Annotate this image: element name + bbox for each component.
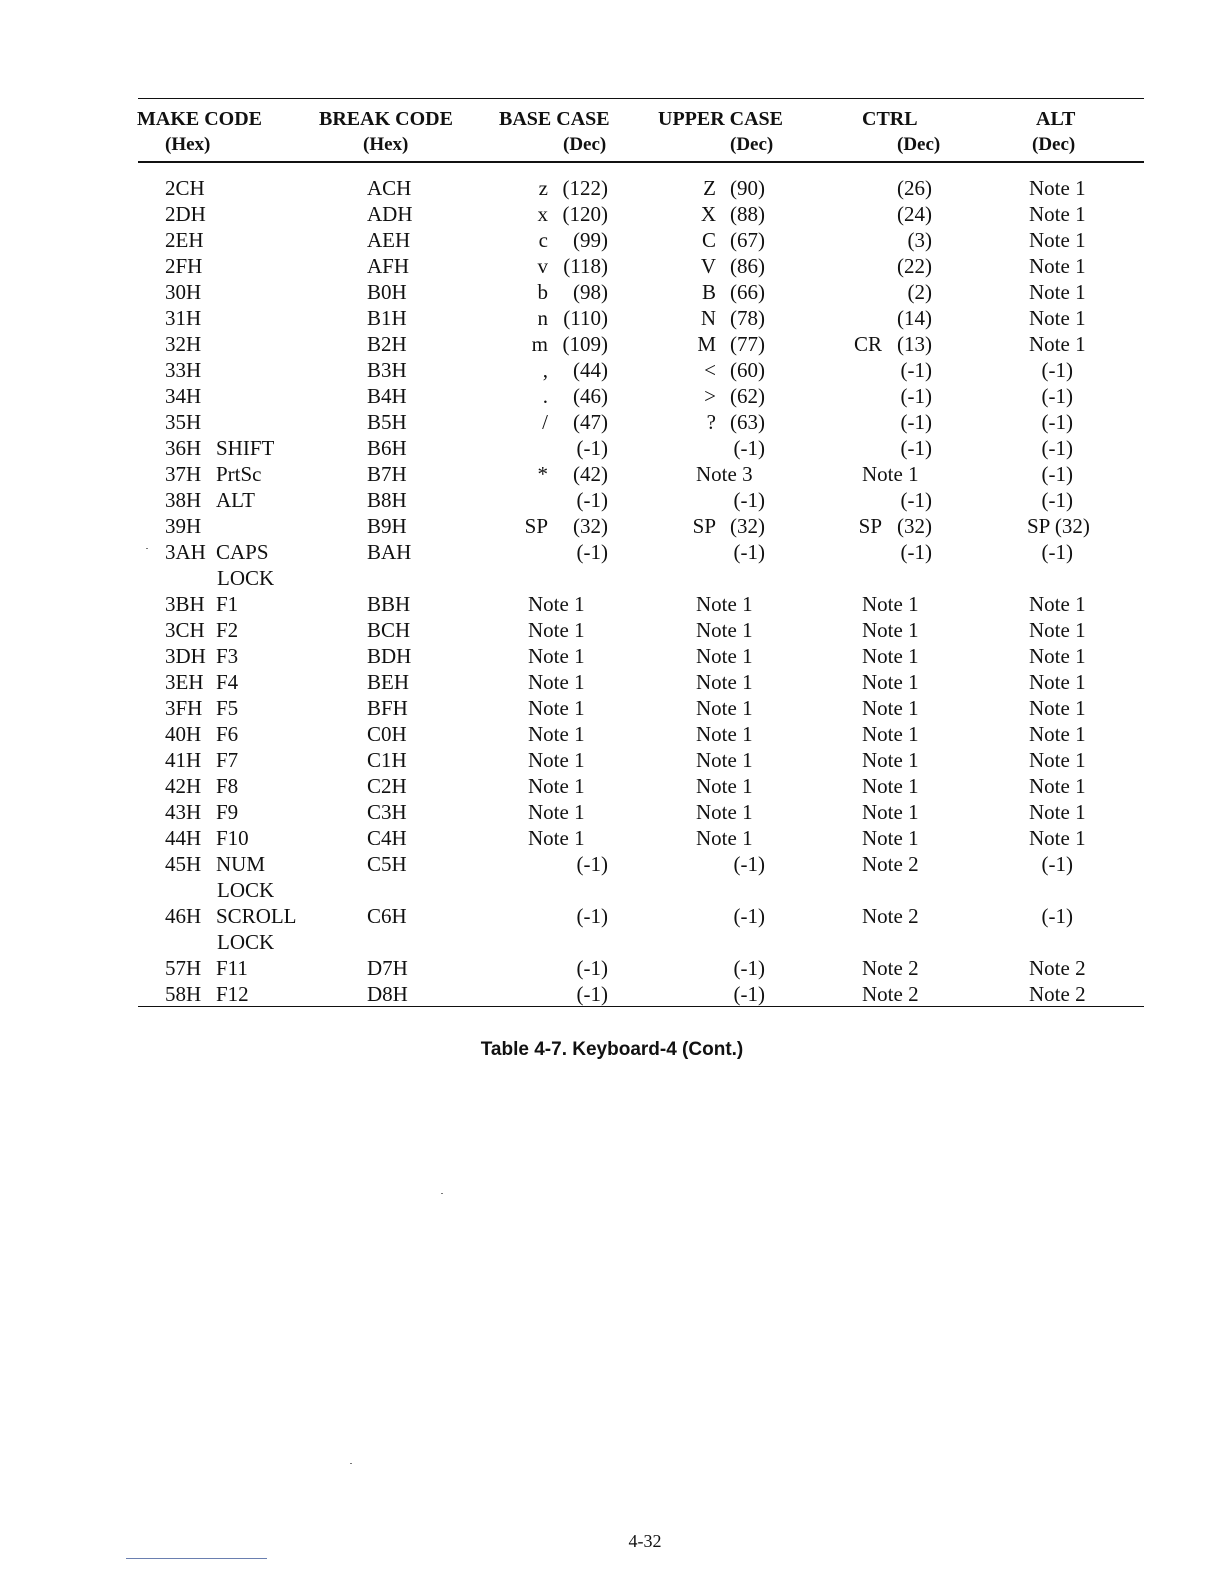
alt-cell: Note 1 — [1029, 202, 1086, 226]
base-case-cell: Note 1 — [528, 670, 585, 694]
ctrl-cell: (14) — [897, 306, 932, 330]
key-name-cell: SHIFT — [216, 436, 275, 460]
base-case-cell: Note 1 — [528, 644, 585, 668]
ctrl-cell: Note 1 — [862, 644, 919, 668]
ctrl-cell: Note 1 — [862, 774, 919, 798]
alt-cell: Note 1 — [1029, 176, 1086, 200]
header-break-code: BREAK CODE — [319, 108, 453, 130]
break-code-cell: B9H — [367, 514, 407, 538]
make-code-cell: 30H — [165, 280, 202, 304]
make-code-cell: 3BH — [165, 592, 205, 616]
key-name-cell: F7 — [216, 748, 239, 772]
upper-case-cell: Note 1 — [696, 592, 753, 616]
make-code-cell: 42H — [165, 774, 202, 798]
alt-cell: Note 1 — [1029, 592, 1086, 616]
ctrl-cell: Note 2 — [862, 982, 919, 1006]
make-code-cell: 37H — [165, 462, 202, 486]
break-code-cell: C4H — [367, 826, 407, 850]
ctrl-cell: (-1) — [900, 358, 932, 382]
key-name-cell: CAPS — [216, 540, 269, 564]
break-code-cell: BAH — [367, 540, 412, 564]
key-name-cell: F2 — [216, 618, 239, 642]
base-case-cell: (42) — [573, 462, 608, 486]
upper-case-char: X — [700, 202, 716, 226]
header-ctrl: CTRL — [862, 108, 918, 130]
alt-cell: (-1) — [1041, 436, 1073, 460]
break-code-cell: B5H — [367, 410, 407, 434]
break-code-cell: C1H — [367, 748, 407, 772]
alt-cell: Note 1 — [1029, 800, 1086, 824]
upper-case-cell: (78) — [730, 306, 765, 330]
ctrl-cell: Note 1 — [862, 670, 919, 694]
upper-case-cell: (-1) — [733, 540, 765, 564]
base-case-cell: (120) — [562, 202, 608, 226]
alt-cell: Note 2 — [1029, 956, 1086, 980]
alt-cell: (-1) — [1041, 358, 1073, 382]
upper-case-char: V — [700, 254, 716, 278]
ctrl-cell: (13) — [897, 332, 932, 356]
alt-cell: (-1) — [1041, 852, 1073, 876]
alt-cell: Note 1 — [1029, 748, 1086, 772]
upper-case-cell: Note 1 — [696, 644, 753, 668]
break-code-cell: BDH — [367, 644, 412, 668]
make-code-cell: 3AH — [165, 540, 206, 564]
base-case-char: , — [542, 358, 548, 382]
ctrl-cell: Note 1 — [862, 748, 919, 772]
break-code-cell: B0H — [367, 280, 407, 304]
table-top-rule — [138, 98, 1144, 99]
key-name-cell: LOCK — [217, 878, 275, 902]
upper-case-char: < — [704, 358, 716, 382]
ctrl-cell: Note 1 — [862, 826, 919, 850]
base-case-cell: (118) — [563, 254, 608, 278]
alt-cell: (-1) — [1041, 904, 1073, 928]
base-case-char: v — [537, 254, 548, 278]
make-code-cell: 32H — [165, 332, 202, 356]
base-case-char: x — [537, 202, 548, 226]
base-case-cell: (110) — [563, 306, 608, 330]
scan-speck — [350, 1463, 352, 1464]
upper-case-cell: (63) — [730, 410, 765, 434]
base-case-cell: (109) — [562, 332, 608, 356]
make-code-cell: 45H — [165, 852, 202, 876]
upper-case-cell: Note 1 — [696, 696, 753, 720]
ctrl-cell: (-1) — [900, 384, 932, 408]
make-code-cell: 40H — [165, 722, 202, 746]
base-case-char: z — [538, 176, 548, 200]
table-caption: Table 4-7. Keyboard-4 (Cont.) — [480, 1039, 744, 1060]
base-case-cell: (-1) — [576, 982, 608, 1006]
make-code-cell: 3DH — [165, 644, 206, 668]
key-name-cell: F12 — [216, 982, 249, 1006]
base-case-cell: (-1) — [576, 956, 608, 980]
key-name-cell: F9 — [216, 800, 239, 824]
key-name-cell: LOCK — [217, 566, 275, 590]
upper-case-char: C — [701, 228, 716, 252]
break-code-cell: D7H — [367, 956, 408, 980]
make-code-cell: 3EH — [165, 670, 204, 694]
upper-case-char: Z — [703, 176, 716, 200]
break-code-cell: B6H — [367, 436, 407, 460]
break-code-cell: ADH — [367, 202, 413, 226]
break-code-cell: B2H — [367, 332, 407, 356]
make-code-cell: 39H — [165, 514, 202, 538]
make-code-cell: 2EH — [165, 228, 204, 252]
base-case-cell: Note 1 — [528, 748, 585, 772]
table-bottom-rule — [138, 1006, 1144, 1007]
alt-cell: (-1) — [1041, 384, 1073, 408]
ctrl-cell: (2) — [907, 280, 932, 304]
make-code-cell: 58H — [165, 982, 202, 1006]
base-case-cell: Note 1 — [528, 722, 585, 746]
header-ctrl-unit: (Dec) — [897, 134, 941, 155]
ctrl-cell: Note 1 — [862, 800, 919, 824]
key-name-cell: F3 — [216, 644, 239, 668]
break-code-cell: BCH — [367, 618, 411, 642]
break-code-cell: ACH — [367, 176, 412, 200]
upper-case-cell: Note 3 — [696, 462, 753, 486]
ctrl-cell: (3) — [907, 228, 932, 252]
header-divider-rule — [138, 161, 1144, 163]
make-code-cell: 41H — [165, 748, 202, 772]
header-base-case: BASE CASE — [499, 108, 610, 130]
ctrl-cell: (26) — [897, 176, 932, 200]
header-upper-case: UPPER CASE — [658, 108, 784, 130]
key-name-cell: F10 — [216, 826, 249, 850]
ctrl-cell: Note 1 — [862, 592, 919, 616]
break-code-cell: C2H — [367, 774, 407, 798]
alt-cell: Note 1 — [1029, 306, 1086, 330]
ctrl-cell: Note 1 — [862, 618, 919, 642]
base-case-cell: (-1) — [576, 852, 608, 876]
break-code-cell: C3H — [367, 800, 407, 824]
page-number: 4-32 — [628, 1531, 662, 1551]
header-alt: ALT — [1036, 108, 1076, 130]
header-base-case-unit: (Dec) — [563, 134, 607, 155]
ctrl-cell: Note 1 — [862, 696, 919, 720]
base-case-cell: (-1) — [576, 904, 608, 928]
alt-cell: (-1) — [1041, 462, 1073, 486]
make-code-cell: 33H — [165, 358, 202, 382]
break-code-cell: C5H — [367, 852, 407, 876]
base-case-cell: Note 1 — [528, 826, 585, 850]
alt-cell: (-1) — [1041, 410, 1073, 434]
base-case-char: b — [537, 280, 548, 304]
scan-speck — [146, 548, 148, 549]
make-code-cell: 35H — [165, 410, 202, 434]
break-code-cell: C0H — [367, 722, 407, 746]
make-code-cell: 2DH — [165, 202, 206, 226]
key-name-cell: F5 — [216, 696, 239, 720]
ctrl-char: CR — [853, 332, 882, 356]
break-code-cell: AEH — [367, 228, 411, 252]
break-code-cell: B8H — [367, 488, 407, 512]
header-make-code-unit: (Hex) — [165, 134, 211, 155]
upper-case-cell: (60) — [730, 358, 765, 382]
upper-case-cell: (77) — [730, 332, 765, 356]
make-code-cell: 57H — [165, 956, 202, 980]
base-case-cell: (44) — [573, 358, 608, 382]
upper-case-cell: (32) — [730, 514, 765, 538]
make-code-cell: 36H — [165, 436, 202, 460]
base-case-cell: Note 1 — [528, 774, 585, 798]
ctrl-cell: Note 2 — [862, 904, 919, 928]
alt-cell: Note 1 — [1029, 696, 1086, 720]
base-case-char: c — [538, 228, 548, 252]
upper-case-cell: (90) — [730, 176, 765, 200]
header-make-code: MAKE CODE — [137, 108, 262, 130]
alt-cell: Note 1 — [1029, 228, 1086, 252]
upper-case-cell: Note 1 — [696, 826, 753, 850]
ctrl-cell: Note 1 — [862, 462, 919, 486]
base-case-cell: (99) — [573, 228, 608, 252]
alt-cell: SP (32) — [1027, 514, 1090, 538]
break-code-cell: B3H — [367, 358, 407, 382]
alt-cell: Note 1 — [1029, 254, 1086, 278]
alt-cell: Note 2 — [1029, 982, 1086, 1006]
upper-case-cell: (66) — [730, 280, 765, 304]
break-code-cell: C6H — [367, 904, 407, 928]
upper-case-cell: Note 1 — [696, 618, 753, 642]
base-case-cell: Note 1 — [528, 696, 585, 720]
alt-cell: Note 1 — [1029, 670, 1086, 694]
upper-case-cell: (-1) — [733, 982, 765, 1006]
key-name-cell: F6 — [216, 722, 239, 746]
key-name-cell: LOCK — [217, 930, 275, 954]
break-code-cell: BFH — [367, 696, 408, 720]
upper-case-cell: (88) — [730, 202, 765, 226]
key-name-cell: PrtSc — [216, 462, 262, 486]
base-case-char: . — [542, 384, 548, 408]
key-name-cell: SCROLL — [216, 904, 297, 928]
base-case-cell: (-1) — [576, 436, 608, 460]
header-alt-unit: (Dec) — [1032, 134, 1076, 155]
upper-case-char: B — [701, 280, 716, 304]
break-code-cell: BEH — [367, 670, 409, 694]
make-code-cell: 43H — [165, 800, 202, 824]
upper-case-cell: Note 1 — [696, 748, 753, 772]
base-case-cell: (122) — [562, 176, 608, 200]
upper-case-cell: (86) — [730, 254, 765, 278]
base-case-cell: (46) — [573, 384, 608, 408]
key-name-cell: F4 — [216, 670, 239, 694]
header-break-code-unit: (Hex) — [363, 134, 409, 155]
key-name-cell: NUM — [216, 852, 266, 876]
upper-case-cell: (-1) — [733, 904, 765, 928]
break-code-cell: B7H — [367, 462, 407, 486]
base-case-cell: (-1) — [576, 540, 608, 564]
ctrl-char: SP — [858, 514, 882, 538]
alt-cell: Note 1 — [1029, 280, 1086, 304]
upper-case-cell: (-1) — [733, 436, 765, 460]
upper-case-cell: (-1) — [733, 488, 765, 512]
upper-case-char: SP — [692, 514, 716, 538]
upper-case-char: > — [704, 384, 716, 408]
alt-cell: Note 1 — [1029, 644, 1086, 668]
ctrl-cell: Note 1 — [862, 722, 919, 746]
key-name-cell: F8 — [216, 774, 239, 798]
key-name-cell: F1 — [216, 592, 239, 616]
make-code-cell: 2FH — [165, 254, 203, 278]
make-code-cell: 46H — [165, 904, 202, 928]
break-code-cell: B4H — [367, 384, 407, 408]
key-name-cell: F11 — [216, 956, 248, 980]
ctrl-cell: (24) — [897, 202, 932, 226]
make-code-cell: 44H — [165, 826, 202, 850]
upper-case-cell: Note 1 — [696, 670, 753, 694]
base-case-cell: Note 1 — [528, 618, 585, 642]
header-upper-case-unit: (Dec) — [730, 134, 774, 155]
key-name-cell: ALT — [216, 488, 255, 512]
upper-case-char: M — [697, 332, 716, 356]
make-code-cell: 38H — [165, 488, 202, 512]
ctrl-cell: (32) — [897, 514, 932, 538]
make-code-cell: 31H — [165, 306, 202, 330]
break-code-cell: D8H — [367, 982, 408, 1006]
alt-cell: Note 1 — [1029, 722, 1086, 746]
base-case-char: n — [537, 306, 548, 330]
break-code-cell: B1H — [367, 306, 407, 330]
make-code-cell: 3FH — [165, 696, 203, 720]
break-code-cell: AFH — [367, 254, 410, 278]
upper-case-char: N — [700, 306, 716, 330]
upper-case-cell: Note 1 — [696, 800, 753, 824]
upper-case-cell: (-1) — [733, 852, 765, 876]
ctrl-cell: (-1) — [900, 488, 932, 512]
base-case-char: / — [542, 410, 548, 434]
upper-case-cell: (62) — [730, 384, 765, 408]
upper-case-cell: Note 1 — [696, 774, 753, 798]
base-case-cell: (-1) — [576, 488, 608, 512]
base-case-cell: Note 1 — [528, 592, 585, 616]
base-case-cell: (98) — [573, 280, 608, 304]
alt-cell: Note 1 — [1029, 826, 1086, 850]
ctrl-cell: (-1) — [900, 410, 932, 434]
base-case-cell: (32) — [573, 514, 608, 538]
base-case-cell: Note 1 — [528, 800, 585, 824]
make-code-cell: 3CH — [165, 618, 205, 642]
base-case-char: * — [537, 462, 548, 486]
ctrl-cell: (-1) — [900, 540, 932, 564]
upper-case-cell: Note 1 — [696, 722, 753, 746]
ctrl-cell: Note 2 — [862, 956, 919, 980]
alt-cell: Note 1 — [1029, 774, 1086, 798]
break-code-cell: BBH — [367, 592, 411, 616]
scan-speck — [441, 1193, 443, 1194]
upper-case-char: ? — [706, 410, 716, 434]
alt-cell: Note 1 — [1029, 618, 1086, 642]
alt-cell: (-1) — [1041, 488, 1073, 512]
make-code-cell: 34H — [165, 384, 202, 408]
alt-cell: (-1) — [1041, 540, 1073, 564]
ctrl-cell: (-1) — [900, 436, 932, 460]
ctrl-cell: (22) — [897, 254, 932, 278]
make-code-cell: 2CH — [165, 176, 205, 200]
base-case-cell: (47) — [573, 410, 608, 434]
footer-line — [126, 1558, 267, 1559]
upper-case-cell: (67) — [730, 228, 765, 252]
ctrl-cell: Note 2 — [862, 852, 919, 876]
base-case-char: SP — [524, 514, 548, 538]
upper-case-cell: (-1) — [733, 956, 765, 980]
base-case-char: m — [531, 332, 548, 356]
alt-cell: Note 1 — [1029, 332, 1086, 356]
